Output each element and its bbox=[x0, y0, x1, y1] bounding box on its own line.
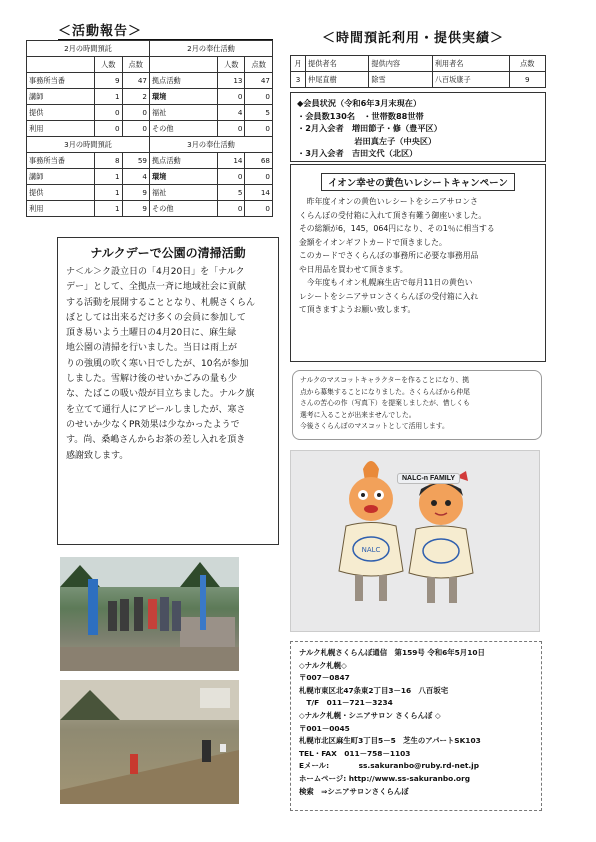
row-label: 拠点活動 bbox=[149, 153, 217, 169]
feb-left-header: 2月の時間預託 bbox=[27, 41, 150, 57]
aeon-line: 金額をイオンギフトカードで頂きました。 bbox=[299, 237, 447, 247]
address: 札幌市東区北47条東2丁目3－16 八百坂宅 bbox=[299, 685, 449, 695]
search-hint: 検索 ⇒シニアサロンさくらんぼ bbox=[299, 786, 409, 796]
cell: 除雪 bbox=[369, 72, 432, 88]
usage-title: ＜時間預託利用・提供実績＞ bbox=[322, 31, 505, 46]
cleanup-title: ナルクデーで公園の清掃活動 bbox=[90, 246, 246, 260]
cell: 14 bbox=[218, 153, 245, 169]
table-row bbox=[27, 185, 273, 201]
cell: 1 bbox=[95, 169, 122, 185]
usage-header: 提供内容 bbox=[369, 56, 432, 72]
cleanup-article bbox=[57, 237, 279, 545]
aeon-line: 昨年度イオンの黄色いレシートをシニアサロンさ bbox=[299, 197, 478, 206]
cell: 3 bbox=[291, 72, 306, 88]
cell: 0 bbox=[122, 105, 149, 121]
cell: 1 bbox=[95, 89, 122, 105]
cleanup-line: りの強風の吹く寒い日でしたが、10名が参加 bbox=[66, 358, 249, 369]
cell: 0 bbox=[95, 121, 122, 137]
mascot-note bbox=[292, 370, 542, 440]
cell: 4 bbox=[122, 169, 149, 185]
salon-name: ◇ナルク札幌・シニアサロン さくらんぼ ◇ bbox=[299, 710, 441, 720]
cell: 9 bbox=[122, 185, 149, 201]
org-name: ◇ナルク札幌◇ bbox=[299, 660, 347, 670]
cell: 9 bbox=[509, 72, 545, 88]
aeon-line: このカードでさくらんぼの事務所に必要な事務用品 bbox=[299, 251, 479, 260]
table-row bbox=[27, 201, 273, 217]
nalc-family-label: NALC-n FAMILY bbox=[397, 473, 460, 484]
aeon-title: イオン幸せの黄色いレシートキャンペーン bbox=[321, 173, 515, 191]
row-label: 福祉 bbox=[149, 185, 217, 201]
mascot-line: 点から募集することになりました。さくらんぼから仲尾 bbox=[300, 387, 470, 396]
feb-right-header: 2月の奉仕活動 bbox=[149, 41, 272, 57]
cell: 0 bbox=[218, 121, 245, 137]
cleanup-line: を立てて通行人にアピールしましたが、寒さ bbox=[66, 404, 246, 415]
member-line: ◆会員状況（令和6年3月末現在） bbox=[297, 98, 422, 108]
group-photo bbox=[60, 557, 239, 671]
cell: 0 bbox=[95, 105, 122, 121]
cleanup-line: する活動を展開することとなり、札幌さくらん bbox=[66, 297, 256, 308]
cell: 47 bbox=[245, 73, 273, 89]
cleanup-line: しました。雪解け後のせいかごみの量も少 bbox=[66, 374, 238, 385]
row-label: 利用 bbox=[27, 201, 95, 217]
homepage: ホームページ: http://www.ss-sakuranbo.org bbox=[299, 773, 471, 783]
row-label: その他 bbox=[149, 201, 217, 217]
member-line: 岩田真左子（中央区） bbox=[297, 135, 437, 146]
svg-text:NALC: NALC bbox=[361, 546, 381, 554]
usage-header: 利用者名 bbox=[432, 56, 509, 72]
col-people: 人数 bbox=[95, 57, 122, 73]
cleanup-line: デー」として、全拠点一斉に地域社会に貢献 bbox=[66, 282, 246, 293]
row-label: 環境 bbox=[149, 89, 217, 105]
table-row bbox=[291, 72, 546, 88]
row-label: 講師 bbox=[27, 169, 95, 185]
cell: 8 bbox=[95, 153, 122, 169]
feb-table bbox=[26, 40, 273, 217]
row-label: 拠点活動 bbox=[149, 73, 217, 89]
member-status-box bbox=[290, 92, 546, 162]
address: 札幌市北区麻生町3丁目5－5 芝生のアパートSK103 bbox=[299, 736, 481, 746]
row-label: 環境 bbox=[149, 169, 217, 185]
col-points: 点数 bbox=[245, 57, 273, 73]
table-row bbox=[27, 105, 273, 121]
aeon-line: て頂きますようお願い致します。 bbox=[299, 305, 416, 314]
aeon-line: 今年度もイオン札幌麻生店で毎月11日の黄色い bbox=[299, 278, 473, 287]
phone: TEL・FAX 011－758－1103 bbox=[299, 748, 411, 758]
row-label: 事務所当番 bbox=[27, 73, 95, 89]
aeon-line: くらんぼの受付箱に入れて頂き有難う御座いました。 bbox=[299, 210, 487, 220]
cell: 0 bbox=[218, 89, 245, 105]
aeon-campaign-box bbox=[290, 164, 546, 362]
row-label: 講師 bbox=[27, 89, 95, 105]
cell: 八百坂康子 bbox=[432, 72, 509, 88]
usage-header: 点数 bbox=[509, 56, 545, 72]
cell: 4 bbox=[218, 105, 245, 121]
postal-code: 〒007－0847 bbox=[299, 673, 350, 683]
aeon-line: その総額が6，145，064円になり、その1％に相当する bbox=[299, 224, 495, 233]
row-label: 利用 bbox=[27, 121, 95, 137]
cell: 9 bbox=[122, 201, 149, 217]
cleanup-line: す。尚、桑嶋さんからお茶の差し入れを頂き bbox=[66, 435, 246, 446]
aeon-line: や日用品を買わせて頂きます。 bbox=[299, 264, 408, 274]
cleanup-line: ナ＜ル＞ク設立日の「4月20日」を「ナルク bbox=[66, 267, 245, 277]
usage-header: 月 bbox=[291, 56, 306, 72]
cleanup-line: 頂き易いよう土曜日の4月20日に、麻生緑 bbox=[66, 328, 237, 339]
cleanup-line: 感謝致します。 bbox=[66, 450, 129, 461]
cell: 68 bbox=[245, 153, 273, 169]
cell: 5 bbox=[245, 105, 273, 121]
table-row bbox=[27, 169, 273, 185]
cell: 59 bbox=[122, 153, 149, 169]
cell: 1 bbox=[95, 201, 122, 217]
table-row bbox=[27, 73, 273, 89]
mar-right-header: 3月の奉仕活動 bbox=[149, 137, 272, 153]
cell: 2 bbox=[122, 89, 149, 105]
cell: 1 bbox=[95, 185, 122, 201]
activity-title: ＜活動報告＞ bbox=[58, 20, 273, 40]
mar-left-header: 3月の時間預託 bbox=[27, 137, 150, 153]
cell: 47 bbox=[122, 73, 149, 89]
cell: 0 bbox=[245, 169, 273, 185]
mascot-line: 今後さくらんぼのマスコットとして活用します。 bbox=[300, 422, 449, 430]
cleanup-line: ぼとしては出来るだけ多くの会員に参加して bbox=[66, 312, 247, 323]
col-people: 人数 bbox=[218, 57, 245, 73]
cell: 5 bbox=[218, 185, 245, 201]
cleanup-line: のせいか少なくPR効果は少なかったようで bbox=[66, 419, 240, 430]
row-label: 提供 bbox=[27, 105, 95, 121]
cleanup-line: 地公園の清掃を行いました。当日は雨上が bbox=[66, 343, 238, 354]
cell: 0 bbox=[218, 169, 245, 185]
cell: 9 bbox=[95, 73, 122, 89]
col-points: 点数 bbox=[122, 57, 149, 73]
member-line: ・2月入会者 増田節子・修（豊平区） bbox=[297, 123, 442, 133]
phone: T/F 011－721－3234 bbox=[299, 698, 393, 708]
row-label: 事務所当番 bbox=[27, 153, 95, 169]
cell: 13 bbox=[218, 73, 245, 89]
cell: 0 bbox=[122, 121, 149, 137]
table-row bbox=[27, 153, 273, 169]
mascot-line: 選考に入ることが出来ませんでした。 bbox=[300, 410, 416, 419]
row-label: 福祉 bbox=[149, 105, 217, 121]
cleanup-line: な、たばこの吸い殻が目立ちました。ナルク旗 bbox=[66, 389, 255, 400]
mascot-line: さんの苦心の作（写真下）を提案しましたが、惜しくも bbox=[300, 399, 470, 407]
mascot-image bbox=[290, 450, 540, 632]
table-row bbox=[27, 89, 273, 105]
aeon-line: レシートをシニアサロンさくらんぼの受付箱に入れ bbox=[299, 291, 479, 301]
cleaning-photo bbox=[60, 680, 239, 804]
newsletter-issue: ナルク札幌さくらんぼ通信 第159号 令和6年5月10日 bbox=[299, 648, 485, 657]
cell: 0 bbox=[245, 121, 273, 137]
cell: 14 bbox=[245, 185, 273, 201]
email: Eメール: ss.sakuranbo@ruby.rd-net.jp bbox=[299, 761, 479, 771]
member-line: ・会員数130名 ・世帯数88世帯 bbox=[297, 110, 424, 121]
row-label: 提供 bbox=[27, 185, 95, 201]
cell: 0 bbox=[245, 201, 273, 217]
mascot-line: ナルクのマスコットキャラクターを作ることになり、拠 bbox=[300, 376, 470, 384]
table-row bbox=[27, 121, 273, 137]
usage-table bbox=[290, 55, 546, 88]
cell: 0 bbox=[218, 201, 245, 217]
usage-header: 提供者名 bbox=[306, 56, 369, 72]
cell: 0 bbox=[245, 89, 273, 105]
row-label: その他 bbox=[149, 121, 217, 137]
member-line: ・3月入会者 吉田文代（北区） bbox=[297, 148, 418, 158]
postal-code: 〒001－0045 bbox=[299, 723, 350, 733]
cell: 仲尾直樹 bbox=[306, 72, 369, 88]
contact-info bbox=[290, 641, 542, 811]
